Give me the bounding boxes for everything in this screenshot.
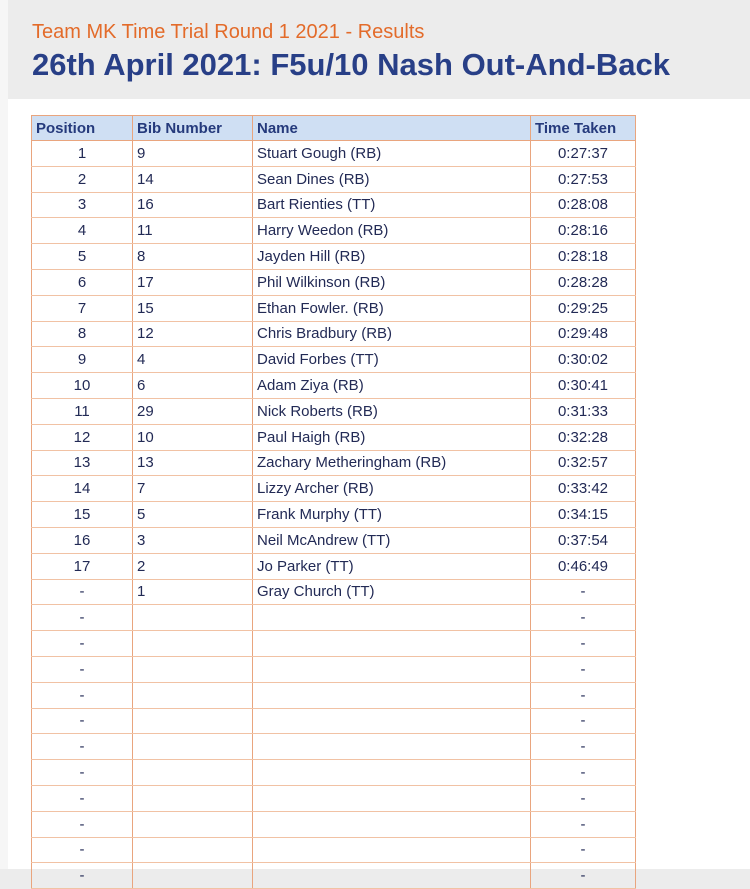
table-row xyxy=(32,166,636,192)
cell-bib-number xyxy=(133,631,253,657)
table-row xyxy=(32,347,636,373)
table-row xyxy=(32,811,636,837)
cell-time-taken: - xyxy=(531,734,636,760)
cell-name: Stuart Gough (RB) xyxy=(253,141,531,167)
cell-bib-number: 12 xyxy=(133,321,253,347)
cell-bib-number: 4 xyxy=(133,347,253,373)
cell-position: - xyxy=(32,631,133,657)
cell-bib-number: 10 xyxy=(133,424,253,450)
column-header-position: Position xyxy=(32,116,133,141)
cell-position: - xyxy=(32,656,133,682)
cell-bib-number: 5 xyxy=(133,502,253,528)
cell-bib-number: 7 xyxy=(133,476,253,502)
cell-bib-number: 13 xyxy=(133,450,253,476)
cell-position: 7 xyxy=(32,295,133,321)
cell-bib-number: 16 xyxy=(133,192,253,218)
table-row xyxy=(32,373,636,399)
cell-position: 2 xyxy=(32,166,133,192)
cell-bib-number xyxy=(133,863,253,889)
cell-name: Adam Ziya (RB) xyxy=(253,373,531,399)
cell-time-taken: - xyxy=(531,785,636,811)
column-header-name: Name xyxy=(253,116,531,141)
table-row xyxy=(32,502,636,528)
table-row xyxy=(32,734,636,760)
cell-bib-number: 29 xyxy=(133,398,253,424)
cell-name: Jo Parker (TT) xyxy=(253,553,531,579)
table-row xyxy=(32,863,636,889)
cell-name xyxy=(253,863,531,889)
cell-bib-number xyxy=(133,708,253,734)
table-row xyxy=(32,476,636,502)
left-margin-strip xyxy=(0,0,8,869)
cell-time-taken: - xyxy=(531,708,636,734)
table-row xyxy=(32,450,636,476)
cell-time-taken: - xyxy=(531,760,636,786)
cell-time-taken: - xyxy=(531,605,636,631)
cell-time-taken: - xyxy=(531,656,636,682)
cell-position: 15 xyxy=(32,502,133,528)
table-row xyxy=(32,321,636,347)
cell-position: 3 xyxy=(32,192,133,218)
cell-time-taken: 0:31:33 xyxy=(531,398,636,424)
cell-position: - xyxy=(32,863,133,889)
cell-position: 10 xyxy=(32,373,133,399)
cell-position: 1 xyxy=(32,141,133,167)
cell-name: Paul Haigh (RB) xyxy=(253,424,531,450)
cell-time-taken: - xyxy=(531,682,636,708)
table-row xyxy=(32,192,636,218)
cell-bib-number: 8 xyxy=(133,244,253,270)
cell-bib-number xyxy=(133,656,253,682)
cell-position: - xyxy=(32,734,133,760)
table-row xyxy=(32,424,636,450)
cell-name: Neil McAndrew (TT) xyxy=(253,527,531,553)
content-area xyxy=(8,99,750,885)
cell-position: 9 xyxy=(32,347,133,373)
page-title: 26th April 2021: F5u/10 Nash Out-And-Back xyxy=(32,47,670,82)
table-row xyxy=(32,527,636,553)
cell-time-taken: - xyxy=(531,863,636,889)
cell-position: 17 xyxy=(32,553,133,579)
cell-bib-number: 14 xyxy=(133,166,253,192)
cell-bib-number: 1 xyxy=(133,579,253,605)
cell-time-taken: - xyxy=(531,631,636,657)
table-row xyxy=(32,682,636,708)
cell-bib-number: 17 xyxy=(133,269,253,295)
cell-name xyxy=(253,682,531,708)
cell-time-taken: 0:27:53 xyxy=(531,166,636,192)
table-row xyxy=(32,553,636,579)
table-row xyxy=(32,295,636,321)
column-header-time-taken: Time Taken xyxy=(531,116,636,141)
cell-name: Bart Rienties (TT) xyxy=(253,192,531,218)
cell-name: Gray Church (TT) xyxy=(253,579,531,605)
cell-position: 8 xyxy=(32,321,133,347)
cell-bib-number: 9 xyxy=(133,141,253,167)
cell-name xyxy=(253,811,531,837)
cell-bib-number xyxy=(133,734,253,760)
page-header xyxy=(32,20,670,84)
cell-name xyxy=(253,785,531,811)
cell-bib-number: 6 xyxy=(133,373,253,399)
cell-time-taken: 0:29:25 xyxy=(531,295,636,321)
column-header-bib-number: Bib Number xyxy=(133,116,253,141)
table-row xyxy=(32,218,636,244)
table-row xyxy=(32,605,636,631)
cell-time-taken: - xyxy=(531,811,636,837)
cell-bib-number xyxy=(133,785,253,811)
cell-name xyxy=(253,631,531,657)
cell-name xyxy=(253,605,531,631)
cell-name: Chris Bradbury (RB) xyxy=(253,321,531,347)
table-row xyxy=(32,579,636,605)
cell-bib-number xyxy=(133,811,253,837)
cell-position: - xyxy=(32,708,133,734)
cell-name: Frank Murphy (TT) xyxy=(253,502,531,528)
cell-bib-number xyxy=(133,837,253,863)
cell-time-taken: 0:29:48 xyxy=(531,321,636,347)
cell-name: Nick Roberts (RB) xyxy=(253,398,531,424)
cell-position: 14 xyxy=(32,476,133,502)
cell-name xyxy=(253,837,531,863)
cell-time-taken: 0:37:54 xyxy=(531,527,636,553)
cell-position: 11 xyxy=(32,398,133,424)
cell-time-taken: 0:32:28 xyxy=(531,424,636,450)
cell-name: Jayden Hill (RB) xyxy=(253,244,531,270)
cell-name: Harry Weedon (RB) xyxy=(253,218,531,244)
page-subtitle: Team MK Time Trial Round 1 2021 - Results xyxy=(32,21,425,43)
results-table-body xyxy=(32,141,636,889)
table-row xyxy=(32,631,636,657)
table-row xyxy=(32,708,636,734)
cell-position: 5 xyxy=(32,244,133,270)
cell-position: 4 xyxy=(32,218,133,244)
cell-position: 13 xyxy=(32,450,133,476)
cell-position: - xyxy=(32,837,133,863)
cell-position: 6 xyxy=(32,269,133,295)
cell-bib-number: 2 xyxy=(133,553,253,579)
table-row xyxy=(32,760,636,786)
cell-name: Lizzy Archer (RB) xyxy=(253,476,531,502)
cell-position: 12 xyxy=(32,424,133,450)
cell-name: David Forbes (TT) xyxy=(253,347,531,373)
cell-name xyxy=(253,760,531,786)
table-row xyxy=(32,785,636,811)
cell-bib-number: 3 xyxy=(133,527,253,553)
cell-position: - xyxy=(32,785,133,811)
cell-name xyxy=(253,708,531,734)
cell-time-taken: - xyxy=(531,579,636,605)
cell-position: - xyxy=(32,579,133,605)
cell-time-taken: 0:28:18 xyxy=(531,244,636,270)
cell-name xyxy=(253,656,531,682)
cell-name: Ethan Fowler. (RB) xyxy=(253,295,531,321)
cell-position: - xyxy=(32,682,133,708)
cell-name: Zachary Metheringham (RB) xyxy=(253,450,531,476)
cell-bib-number xyxy=(133,605,253,631)
cell-time-taken: 0:27:37 xyxy=(531,141,636,167)
cell-name xyxy=(253,734,531,760)
table-row xyxy=(32,141,636,167)
cell-time-taken: 0:46:49 xyxy=(531,553,636,579)
cell-time-taken: 0:34:15 xyxy=(531,502,636,528)
table-row xyxy=(32,269,636,295)
cell-time-taken: 0:30:02 xyxy=(531,347,636,373)
cell-bib-number xyxy=(133,760,253,786)
cell-bib-number: 15 xyxy=(133,295,253,321)
cell-position: - xyxy=(32,605,133,631)
cell-time-taken: 0:28:28 xyxy=(531,269,636,295)
cell-time-taken: 0:30:41 xyxy=(531,373,636,399)
table-row xyxy=(32,837,636,863)
cell-name: Sean Dines (RB) xyxy=(253,166,531,192)
cell-position: 16 xyxy=(32,527,133,553)
cell-time-taken: 0:33:42 xyxy=(531,476,636,502)
cell-time-taken: 0:32:57 xyxy=(531,450,636,476)
table-row xyxy=(32,656,636,682)
cell-bib-number: 11 xyxy=(133,218,253,244)
cell-bib-number xyxy=(133,682,253,708)
table-row xyxy=(32,244,636,270)
cell-time-taken: 0:28:16 xyxy=(531,218,636,244)
cell-position: - xyxy=(32,760,133,786)
table-header-row xyxy=(32,116,636,141)
cell-position: - xyxy=(32,811,133,837)
results-table xyxy=(31,115,636,889)
cell-name: Phil Wilkinson (RB) xyxy=(253,269,531,295)
cell-time-taken: 0:28:08 xyxy=(531,192,636,218)
cell-time-taken: - xyxy=(531,837,636,863)
table-row xyxy=(32,398,636,424)
